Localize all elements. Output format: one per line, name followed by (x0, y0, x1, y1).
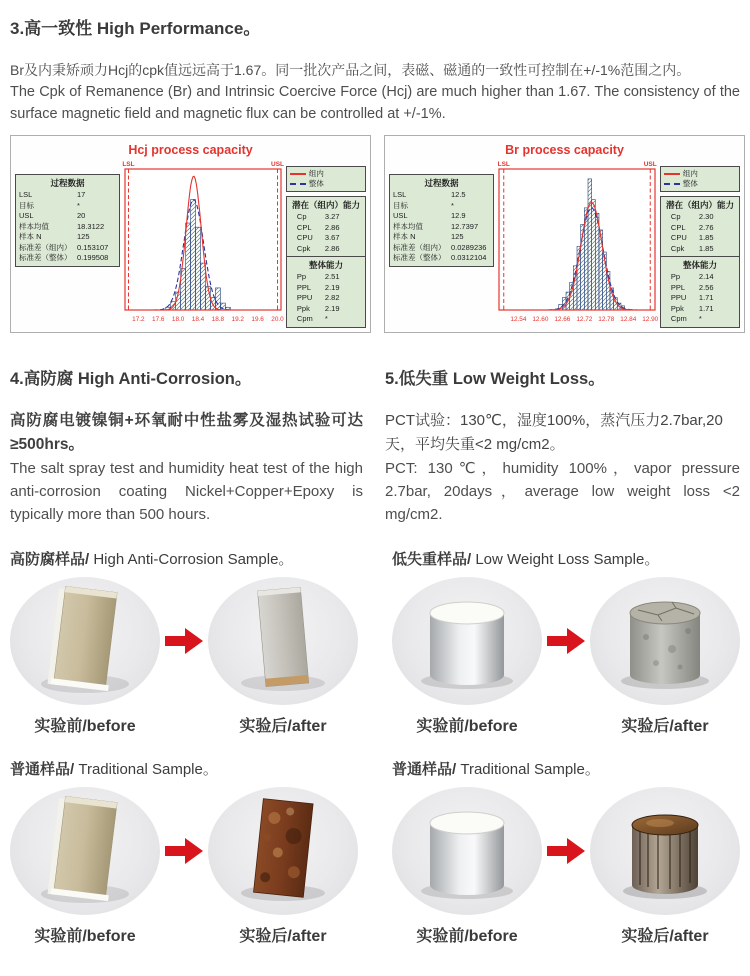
lsl-label: LSL (497, 161, 510, 168)
x-tick-label: 18.4 (191, 316, 205, 323)
stat-row: 标准差（组内） 0.153107 (19, 242, 109, 252)
photo-cylinder-mottled-after (590, 577, 740, 705)
traditional-sample-header-right: 普通样品/ Traditional Sample。 (392, 760, 600, 778)
br-capability-chart (384, 135, 745, 333)
x-tick-label: 17.2 (132, 316, 145, 323)
x-tick-label: 12.60 (532, 316, 549, 323)
stat-row: Pp 2.14 (670, 272, 714, 281)
stat-row: Pp 2.51 (296, 272, 340, 281)
legend-item: 组内 (290, 169, 362, 179)
x-tick-label: 18.0 (171, 316, 185, 323)
red-arrow-icon (546, 836, 586, 866)
before-label: 实验前/before (34, 927, 136, 945)
process-data-panel (15, 174, 120, 267)
within-line-swatch (664, 173, 680, 175)
section4-heading: 4.高防腐 High Anti-Corrosion。 (10, 369, 252, 388)
overall-capability-panel: 整体能力 Pp 2.14 PPL 2.56 PPU 1.71 Ppk 1.71 Cpm * (660, 256, 740, 328)
overall-line-swatch (664, 183, 680, 185)
legend-item: 组内 (664, 169, 736, 179)
after-label: 实验后/after (239, 717, 327, 735)
weight-loss-samples (392, 526, 740, 950)
stat-row: LSL 12.5 (393, 190, 466, 199)
process-data-panel (389, 174, 494, 267)
stat-row: 目标 * (393, 200, 454, 210)
stat-row: USL 20 (19, 211, 86, 220)
section3-paragraph-cn: Br及内秉矫顽力Hcj的cpk值远远高于1.67。同一批次产品之间，表磁、磁通的一致性可控制在+/-1%范围之内。 (10, 62, 691, 78)
section5-heading: 5.低失重 Low Weight Loss。 (385, 369, 605, 388)
x-tick-label: 12.78 (598, 316, 615, 323)
usl-label: USL (270, 161, 284, 168)
high-anti-corrosion-sample-header: 高防腐样品/ High Anti-Corrosion Sample。 (10, 550, 294, 568)
stat-row: PPU 2.82 (296, 293, 340, 302)
x-tick-label: 19.2 (231, 316, 244, 323)
x-tick-label: 17.6 (151, 316, 165, 323)
x-tick-label: 12.84 (620, 316, 637, 323)
red-arrow-icon (164, 626, 204, 656)
process-data-title: 过程数据 (50, 178, 85, 188)
within-capability-panel: 潜在（组内）能力 Cp 2.30 CPL 2.76 CPU 1.85 Cpk 1.85 (660, 196, 740, 257)
chart-title: Br process capacity (505, 143, 624, 157)
histogram-plot (494, 158, 660, 326)
photo-block-before-2 (10, 787, 160, 915)
x-tick-label: 12.66 (554, 316, 571, 323)
red-arrow-icon (546, 626, 586, 656)
stat-row: Ppk 2.19 (296, 303, 340, 313)
stat-row: PPU 1.71 (670, 293, 714, 302)
stat-row: 样本均值 18.3122 (19, 221, 105, 231)
stat-row: CPU 3.67 (296, 233, 340, 242)
hcj-capability-chart (10, 135, 371, 333)
legend (660, 166, 740, 192)
x-tick-label: 12.72 (576, 316, 593, 323)
charts-row (10, 135, 740, 333)
photo-block-before (10, 577, 160, 705)
stat-row: Cp 2.30 (670, 212, 714, 221)
section3-paragraph-en: The Cpk of Remanence (Br) and Intrinsic Coercive Force (Hcj) are much higher than 1.67. The consistency of the surface magnetic field and magnetic flux can be controlled at +/-1%. (10, 84, 740, 122)
stat-row: CPL 2.86 (296, 222, 340, 232)
stat-row: Cpk 2.86 (296, 243, 340, 253)
x-tick-label: 20.0 (271, 316, 284, 323)
after-label: 实验后/after (239, 927, 327, 945)
section4-paragraph-cn: 高防腐电镀镍铜+环氧耐中性盐雾及湿热试验可达≥500hrs。 (10, 411, 363, 453)
x-tick-label: 19.6 (251, 316, 264, 323)
stat-row: CPL 2.76 (670, 222, 714, 232)
stat-row: 样本 N 125 (19, 232, 90, 241)
chart-title: Hcj process capacity (128, 143, 253, 157)
legend-item: 整体 (290, 179, 362, 189)
photo-cylinder-before (392, 577, 542, 705)
stat-row: LSL 17 (19, 190, 86, 199)
stat-row: 样本均值 12.7397 (393, 221, 479, 231)
stat-row: Cpm * (296, 314, 328, 323)
stat-row: PPL 2.56 (670, 282, 714, 292)
traditional-sample-header-left: 普通样品/ Traditional Sample。 (10, 760, 218, 778)
before-label: 实验前/before (416, 717, 518, 735)
before-label: 实验前/before (34, 717, 136, 735)
overall-line-swatch (290, 183, 306, 185)
legend (286, 166, 366, 192)
lsl-label: LSL (122, 161, 135, 168)
usl-label: USL (643, 161, 657, 168)
process-data-title: 过程数据 (424, 178, 459, 188)
x-tick-label: 18.8 (211, 316, 225, 323)
within-capability-panel: 潜在（组内）能力 Cp 3.27 CPL 2.86 CPU 3.67 Cpk 2.86 (286, 196, 366, 257)
stat-row: 样本 N 125 (393, 232, 464, 241)
photo-cylinder-before-2 (392, 787, 542, 915)
stat-row: Cpm * (670, 314, 702, 323)
x-tick-label: 12.54 (510, 316, 527, 323)
stat-row: Ppk 1.71 (670, 303, 714, 313)
section5-paragraph-en: PCT: 130℃，humidity 100%，vapor pressure 2.7bar, 20days，average low weight loss <2 mg/cm2. (385, 459, 740, 523)
section4 (10, 361, 385, 526)
stat-row: 标准差（整体） 0.199508 (19, 253, 109, 262)
stat-row: USL 12.9 (393, 211, 466, 220)
before-label: 实验前/before (416, 927, 518, 945)
section5 (385, 361, 740, 526)
x-tick-label: 12.90 (642, 316, 659, 323)
section5-paragraph-cn: PCT试验：130℃，湿度100%，蒸汽压力2.7bar,20天，平均失重<2 mg/cm2。 (385, 411, 723, 453)
section3-heading: 3.高一致性 High Performance。 (10, 19, 261, 38)
histogram-plot (120, 158, 286, 326)
after-label: 实验后/after (621, 717, 709, 735)
section4-paragraph-en: The salt spray test and humidity heat test of the high anti-corrosion coating Nickel+Copper+Epoxy is typically more than 500 hours. (10, 459, 363, 523)
anti-corrosion-samples (10, 526, 358, 950)
stat-row: 目标 * (19, 200, 80, 210)
stat-row: CPU 1.85 (670, 233, 714, 242)
stat-row: Cp 3.27 (296, 212, 340, 221)
within-line-swatch (290, 173, 306, 175)
legend-item: 整体 (664, 179, 736, 189)
stat-row: Cpk 1.85 (670, 243, 714, 253)
photo-rusted-block-after (208, 787, 358, 915)
stat-row: 标准差（整体） 0.0312104 (393, 253, 487, 262)
stat-row: PPL 2.19 (296, 282, 340, 292)
photo-plate-after (208, 577, 358, 705)
photo-cylinder-rusted-after (590, 787, 740, 915)
low-weight-loss-sample-header: 低失重样品/ Low Weight Loss Sample。 (392, 550, 660, 568)
red-arrow-icon (164, 836, 204, 866)
after-label: 实验后/after (621, 927, 709, 945)
overall-capability-panel: 整体能力 Pp 2.51 PPL 2.19 PPU 2.82 Ppk 2.19 Cpm * (286, 256, 366, 328)
stat-row: 标准差（组内） 0.0289236 (393, 242, 487, 252)
